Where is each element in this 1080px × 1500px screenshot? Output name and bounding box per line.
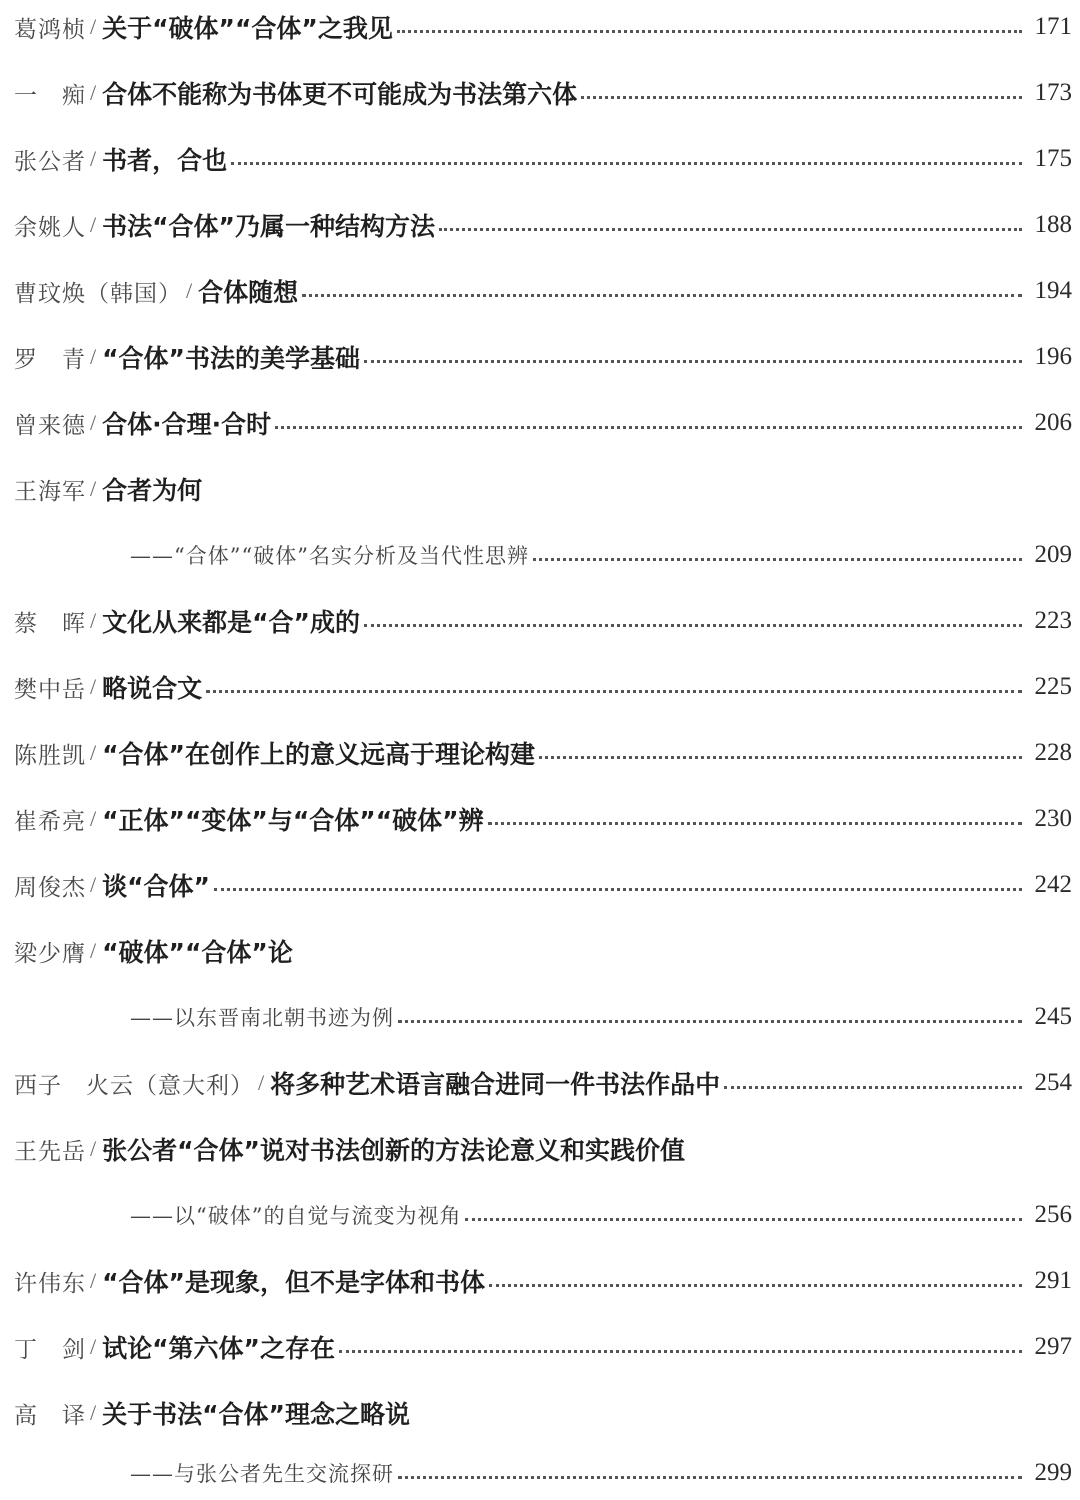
entry-page-number: 196 [1034,343,1072,370]
dot-leader [398,1476,1022,1479]
entry-author: 陈胜凯 [14,742,86,769]
entry-page-number: 299 [1034,1459,1072,1486]
entry-author: 西子 火云（意大利） [14,1072,254,1099]
entry-author: 丁 剑 [14,1336,86,1363]
entry-page-number: 254 [1034,1069,1072,1096]
entry-separator: / [90,14,97,39]
entry-title: 合者为何 [102,476,203,505]
dot-leader [397,30,1022,33]
toc-entry[interactable] [14,860,1072,910]
entry-title: 关于“破体”“合体”之我见 [102,14,393,43]
entry-subtitle: ——“合体”“破体”名实分析及当代性思辨 [130,544,529,568]
entry-separator: / [90,344,97,369]
dot-leader [489,1284,1022,1287]
entry-author: 葛鸿桢 [14,16,86,43]
entry-title: 试论“第六体”之存在 [102,1334,335,1363]
toc-entry[interactable] [14,596,1072,646]
dot-leader [231,162,1022,165]
dot-leader [275,426,1022,429]
toc-entry-subtitle-line[interactable] [130,1190,1072,1240]
entry-separator: / [90,1334,97,1359]
dot-leader [581,96,1022,99]
entry-page-number: 206 [1034,409,1072,436]
entry-title: “破体”“合体”论 [102,938,293,967]
entry-author: 罗 青 [14,346,86,373]
entry-author: 曾来德 [14,412,86,439]
entry-separator: / [90,608,97,633]
entry-separator: / [90,146,97,171]
dot-leader [339,1350,1022,1353]
entry-author: 一 痴 [14,82,86,109]
toc-entry-subtitle-line[interactable] [130,1448,1072,1498]
entry-title: “正体”“变体”与“合体”“破体”辨 [102,806,484,835]
entry-author: 樊中岳 [14,676,86,703]
entry-separator: / [90,476,97,501]
toc-entry[interactable] [14,926,1072,976]
entry-page-number: 194 [1034,277,1072,304]
entry-page-number: 242 [1034,871,1072,898]
toc-entry[interactable] [14,200,1072,250]
dot-leader [364,360,1022,363]
entry-page-number: 171 [1034,13,1072,40]
entry-subtitle: ——以“破体”的自觉与流变为视角 [130,1204,462,1228]
entry-subtitle: ——与张公者先生交流探研 [130,1462,394,1486]
toc-entry-subtitle-line[interactable] [130,530,1072,580]
dot-leader [214,888,1022,891]
entry-page-number: 256 [1034,1201,1072,1228]
entry-title: 合体不能称为书体更不可能成为书法第六体 [102,80,578,109]
entry-page-number: 223 [1034,607,1072,634]
entry-separator: / [90,1400,97,1425]
toc-entry-subtitle-line[interactable] [130,992,1072,1042]
toc-entry[interactable] [14,662,1072,712]
toc-entry[interactable] [14,1124,1072,1174]
toc-entry[interactable] [14,1256,1072,1306]
entry-author: 王海军 [14,478,86,505]
entry-author: 蔡 晖 [14,610,86,637]
entry-title: “合体”书法的美学基础 [102,344,360,373]
dot-leader [539,756,1022,759]
entry-subtitle: ——以东晋南北朝书迹为例 [130,1006,394,1030]
entry-author: 张公者 [14,148,86,175]
entry-author: 王先岳 [14,1138,86,1165]
dot-leader [465,1218,1022,1221]
entry-title: “合体”在创作上的意义远高于理论构建 [102,740,535,769]
entry-separator: / [90,740,97,765]
toc-entry[interactable] [14,1388,1072,1438]
entry-author: 崔希亮 [14,808,86,835]
entry-title: 将多种艺术语言融合进同一件书法作品中 [270,1070,721,1099]
entry-separator: / [90,80,97,105]
entry-separator: / [90,674,97,699]
toc-entry[interactable] [14,398,1072,448]
dot-leader [533,558,1022,561]
toc-entry[interactable] [14,68,1072,118]
toc-entry[interactable] [14,728,1072,778]
entry-title: 合体·合理·合时 [102,410,272,439]
entry-title: 张公者“合体”说对书法创新的方法论意义和实践价值 [102,1136,685,1165]
entry-separator: / [90,1136,97,1161]
entry-author: 高 译 [14,1402,86,1429]
entry-title: 文化从来都是“合”成的 [102,608,360,637]
entry-author: 周俊杰 [14,874,86,901]
dot-leader [724,1086,1022,1089]
entry-page-number: 225 [1034,673,1072,700]
toc-entry[interactable] [14,134,1072,184]
entry-author: 许伟东 [14,1270,86,1297]
toc-entry[interactable] [14,1058,1072,1108]
toc-entry[interactable] [14,1322,1072,1372]
dot-leader [439,228,1022,231]
entry-separator: / [90,410,97,435]
entry-separator: / [90,938,97,963]
entry-title: 书法“合体”乃属一种结构方法 [102,212,435,241]
dot-leader [302,294,1022,297]
toc-entry[interactable] [14,2,1072,52]
entry-author: 梁少膺 [14,940,86,967]
entry-author: 曹玟焕（韩国） [14,280,182,307]
entry-page-number: 209 [1034,541,1072,568]
dot-leader [398,1020,1022,1023]
entry-separator: / [186,278,193,303]
entry-page-number: 297 [1034,1333,1072,1360]
entry-page-number: 175 [1034,145,1072,172]
dot-leader [488,822,1022,825]
entry-page-number: 188 [1034,211,1072,238]
entry-title: “合体”是现象，但不是字体和书体 [102,1268,485,1297]
entry-separator: / [90,212,97,237]
entry-separator: / [258,1070,265,1095]
toc-entry[interactable] [14,794,1072,844]
entry-page-number: 230 [1034,805,1072,832]
entry-page-number: 173 [1034,79,1072,106]
entry-separator: / [90,1268,97,1293]
entry-title: 略说合文 [102,674,203,703]
dot-leader [364,624,1022,627]
toc-entry[interactable] [14,332,1072,382]
entry-page-number: 228 [1034,739,1072,766]
entry-title: 谈“合体” [102,872,210,901]
entry-page-number: 245 [1034,1003,1072,1030]
entry-title: 合体随想 [198,278,299,307]
entry-title: 书者，合也 [102,146,228,175]
toc-entry[interactable] [14,266,1072,316]
entry-title: 关于书法“合体”理念之略说 [102,1400,410,1429]
entry-separator: / [90,806,97,831]
dot-leader [206,690,1022,693]
entry-author: 余姚人 [14,214,86,241]
entry-separator: / [90,872,97,897]
entry-page-number: 291 [1034,1267,1072,1294]
toc-entry[interactable] [14,464,1072,514]
